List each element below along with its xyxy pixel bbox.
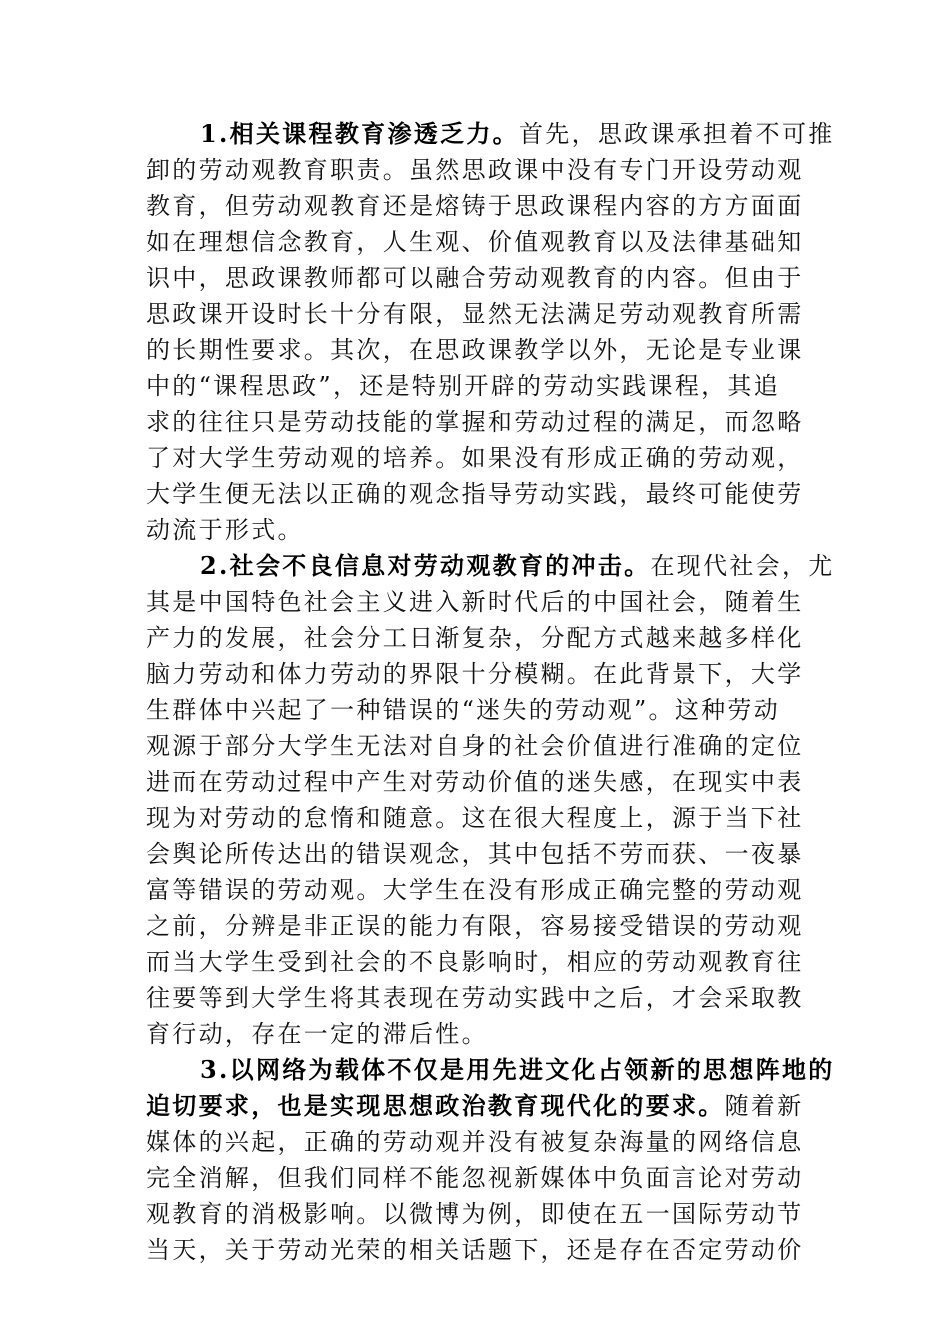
paragraph-2: [146, 548, 835, 1052]
paragraph-line: 完全消解，但我们同样不能忽视新媒体中负面言论对劳动: [146, 1164, 804, 1192]
paragraph-line: [146, 116, 835, 152]
paragraph-line: 媒体的兴起，正确的劳动观并没有被复杂海量的网络信息: [146, 1128, 804, 1156]
paragraph-line: 识中，思政课教师都可以融合劳动观教育的内容。但由于: [146, 264, 804, 292]
paragraph-1: [146, 116, 835, 548]
paragraph-line: 进而在劳动过程中产生对劳动价值的迷失感，在现实中表: [146, 768, 804, 796]
paragraph-heading: 2.社会不良信息对劳动观教育的冲击。: [200, 551, 651, 580]
paragraph-line: 了对大学生劳动观的培养。如果没有形成正确的劳动观，: [146, 444, 804, 472]
paragraph-line: 教育，但劳动观教育还是熔铸于思政课程内容的方方面面: [146, 192, 804, 220]
paragraph-line: 的长期性要求。其次，在思政课教学以外，无论是专业课: [146, 336, 804, 364]
paragraph-line: 当天，关于劳动光荣的相关话题下，还是存在否定劳动价: [146, 1236, 804, 1264]
paragraph-line: 现为对劳动的怠惰和随意。这在很大程度上，源于当下社: [146, 804, 804, 832]
paragraph-text: 随着新: [724, 1092, 804, 1120]
paragraph-line: 卸的劳动观教育职责。虽然思政课中没有专门开设劳动观: [146, 156, 804, 184]
paragraph-line: 大学生便无法以正确的观念指导劳动实践，最终可能使劳: [146, 480, 804, 508]
paragraph-line: 往要等到大学生将其表现在劳动实践中之后，才会采取教: [146, 984, 804, 1012]
paragraph-text: 首先，思政课承担着不可推: [518, 120, 835, 148]
paragraph-line: 动流于形式。: [146, 516, 304, 544]
paragraph-line: 其是中国特色社会主义进入新时代后的中国社会，随着生: [146, 588, 804, 616]
paragraph-line: 中的“课程思政”，还是特别开辟的劳动实践课程，其追: [146, 372, 781, 400]
paragraph-text: 在现代社会，尤: [650, 552, 835, 580]
document-body: [146, 116, 835, 1268]
paragraph-line: [146, 1088, 807, 1124]
paragraph-line: 如在理想信念教育，人生观、价值观教育以及法律基础知: [146, 228, 804, 256]
paragraph-line: 观源于部分大学生无法对自身的社会价值进行准确的定位: [146, 732, 804, 760]
paragraph-line: 思政课开设时长十分有限，显然无法满足劳动观教育所需: [146, 300, 804, 328]
paragraph-line: 育行动，存在一定的滞后性。: [146, 1020, 488, 1048]
paragraph-line: 求的往往只是劳动技能的掌握和劳动过程的满足，而忽略: [146, 408, 804, 436]
paragraph-line: [146, 548, 835, 584]
paragraph-line: 会舆论所传达出的错误观念，其中包括不劳而获、一夜暴: [146, 840, 804, 868]
paragraph-line: 观教育的消极影响。以微博为例，即使在五一国际劳动节: [146, 1200, 804, 1228]
paragraph-line: 之前，分辨是非正误的能力有限，容易接受错误的劳动观: [146, 912, 804, 940]
paragraph-heading: 1.相关课程教育渗透乏力。: [200, 119, 519, 148]
paragraph-heading-continued: 迫切要求，也是实现思想政治教育现代化的要求。: [146, 1091, 725, 1120]
paragraph-line: 生群体中兴起了一种错误的“迷失的劳动观”。这种劳动: [146, 696, 781, 724]
paragraph-line: 产力的发展，社会分工日渐复杂，分配方式越来越多样化: [146, 624, 804, 652]
paragraph-line: 脑力劳动和体力劳动的界限十分模糊。在此背景下，大学: [146, 660, 804, 688]
paragraph-line: 富等错误的劳动观。大学生在没有形成正确完整的劳动观: [146, 876, 804, 904]
paragraph-heading: 3.以网络为载体不仅是用先进文化占领新的思想阵地的: [200, 1055, 835, 1084]
paragraph-line: 而当大学生受到社会的不良影响时，相应的劳动观教育往: [146, 948, 804, 976]
paragraph-3: [146, 1052, 835, 1268]
